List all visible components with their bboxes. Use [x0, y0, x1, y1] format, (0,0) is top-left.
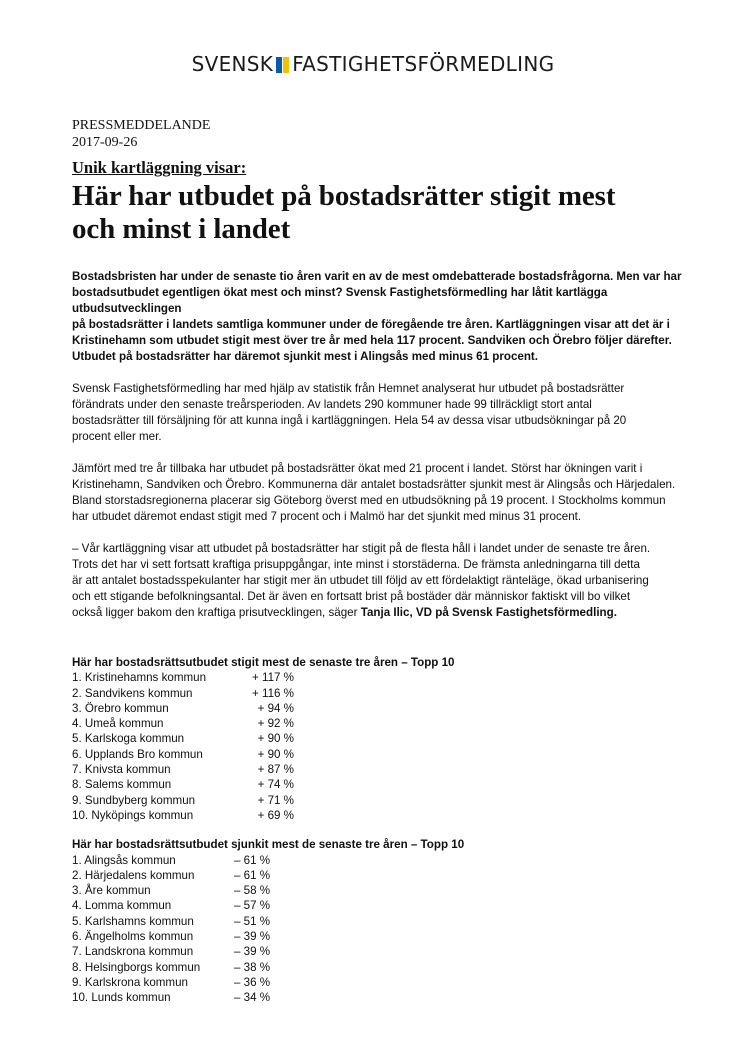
list-item — [72, 808, 692, 823]
change-value: – 34 % — [234, 991, 271, 1005]
kicker: Unik kartläggning visar: — [72, 158, 247, 177]
list-item — [72, 868, 692, 883]
logo-text-left: SVENSK — [191, 52, 274, 76]
change-value: + 90 % — [257, 732, 294, 746]
list-item — [72, 914, 692, 929]
change-value: – 61 % — [234, 853, 271, 867]
company-logo — [0, 52, 746, 76]
body-line: Trots det har vi sett fortsatt kraftiga prisuppgångar, inte minst i storstäderna. De främsta anledningarna till detta — [72, 558, 640, 571]
change-value: + 94 % — [257, 701, 294, 715]
municipality-name: 9. Sundbyberg kommun — [72, 793, 196, 807]
change-value: + 116 % — [251, 686, 294, 700]
change-value: + 92 % — [257, 717, 294, 731]
body-paragraph-1 — [72, 381, 692, 445]
municipality-name: 4. Umeå kommun — [72, 717, 164, 731]
municipality-name: 5. Karlshamns kommun — [72, 914, 194, 928]
change-value: – 51 % — [234, 914, 271, 928]
municipality-name: 2. Härjedalens kommun — [72, 868, 195, 882]
list-item — [72, 762, 692, 777]
lead-line: Kristinehamn som utbudet stigit mest över tre år med hela 117 procent. Sandviken och Örebro följer därefter. — [72, 334, 672, 347]
change-value: + 90 % — [257, 747, 294, 761]
list-item — [72, 793, 692, 808]
change-value: – 58 % — [234, 884, 271, 898]
list-item — [72, 701, 692, 716]
municipality-name: 7. Knivsta kommun — [72, 763, 171, 777]
municipality-name: 1. Alingsås kommun — [72, 853, 176, 867]
change-value: – 57 % — [234, 899, 271, 913]
change-value: + 74 % — [257, 778, 294, 792]
municipality-name: 5. Karlskoga kommun — [72, 732, 185, 746]
body-line: är att antalet bostadsspekulanter har stigit mer än utbudet till följd av ett fördelaktigt ränteläge, ökad urbanisering — [72, 574, 649, 587]
change-value: + 71 % — [257, 793, 294, 807]
list-item — [72, 929, 692, 944]
municipality-name: 3. Åre kommun — [72, 884, 151, 898]
change-value: – 38 % — [234, 960, 271, 974]
swedish-flag-icon — [276, 57, 289, 73]
list-item — [72, 990, 692, 1005]
body-paragraph-3-quote — [72, 541, 692, 621]
list-item — [72, 747, 692, 762]
body-paragraph-2 — [72, 461, 692, 525]
release-date: 2017-09-26 — [72, 135, 138, 150]
top-list-title: Här har bostadsrättsutbudet stigit mest de senaste tre åren – Topp 10 — [72, 656, 455, 669]
list-item — [72, 944, 692, 959]
municipality-name: 6. Ängelholms kommun — [72, 930, 194, 944]
municipality-name: 6. Upplands Bro kommun — [72, 747, 203, 761]
list-item — [72, 716, 692, 731]
body-line: har utbudet däremot endast stigit med 7 procent och i Malmö har det sjunkit med minus 31 procent. — [72, 510, 582, 523]
change-value: – 61 % — [234, 868, 271, 882]
list-item — [72, 883, 692, 898]
municipality-name: 9. Karlskrona kommun — [72, 975, 188, 989]
change-value: + 117 % — [251, 671, 294, 685]
change-value: + 87 % — [257, 763, 294, 777]
body-line: Svensk Fastighetsförmedling har med hjälp av statistik från Hemnet analyserat hur utbudet på bostadsrätter — [72, 382, 625, 395]
lead-line: bostadsutbudet egentligen ökat mest och minst? Svensk Fastighetsförmedling har låtit kartlägga utbudsutvecklingen — [72, 286, 608, 315]
body-line: Jämfört med tre år tillbaka har utbudet på bostadsrätter ökat med 21 procent i landet. Störst har ökningen varit i — [72, 462, 643, 475]
quote-speaker: Tanja Ilic, VD på Svensk Fastighetsförmedling. — [360, 606, 617, 619]
quote-last-line: också ligger bakom den kraftiga prisutvecklingen, säger — [72, 606, 361, 619]
lead-line: Utbudet på bostadsrätter har däremot sjunkit mest i Alingsås med minus 61 procent. — [72, 350, 538, 363]
list-item — [72, 975, 692, 990]
release-type: PRESSMEDDELANDE — [72, 118, 211, 133]
bottom-list-title: Här har bostadsrättsutbudet sjunkit mest de senaste tre åren – Topp 10 — [72, 838, 465, 852]
municipality-name: 2. Sandvikens kommun — [72, 686, 193, 700]
list-item — [72, 731, 692, 746]
body-line — [72, 605, 692, 621]
lead-line: på bostadsrätter i landets samtliga kommuner under de föregående tre åren. Kartläggningen visar att det är i — [72, 318, 670, 331]
top-list — [72, 655, 692, 823]
municipality-name: 3. Örebro kommun — [72, 701, 169, 715]
list-item — [72, 853, 692, 868]
change-value: – 39 % — [234, 930, 271, 944]
body-line: bostadsrätter till försäljning för att kunna ingå i kartläggningen. Hela 54 av dessa visar utbudsökningar på 20 — [72, 414, 627, 427]
lead-line: Bostadsbristen har under de senaste tio åren varit en av de mest omdebatterade bostadsfrågorna. Men var har — [72, 270, 682, 283]
press-release-body — [72, 117, 692, 1006]
municipality-name: 8. Helsingborgs kommun — [72, 960, 201, 974]
logo-text-right: FASTIGHETSFÖRMEDLING — [292, 52, 555, 76]
headline-line-2: och minst i landet — [72, 213, 291, 245]
municipality-name: 1. Kristinehamns kommun — [72, 671, 207, 685]
body-line: förändrats under den senaste treårsperioden. Av landets 290 kommuner hade 99 tillräckligt stort antal — [72, 398, 592, 411]
municipality-name: 8. Salems kommun — [72, 778, 172, 792]
list-item — [72, 670, 692, 685]
body-line: och ett stigande befolkningsantal. Det är även en fortsatt brist på bostäder där människor faktiskt vill bo vilket — [72, 590, 631, 603]
body-line: Kristinehamn, Sandviken och Örebro. Kommunerna där antalet bostadsrätter sjunkit mest är Alingsås och Härjedalen. — [72, 478, 676, 491]
list-item — [72, 960, 692, 975]
municipality-name: 10. Nyköpings kommun — [72, 808, 194, 822]
body-line: – Vår kartläggning visar att utbudet på bostadsrätter har stigit på de flesta håll i landet under de senaste tre åren. — [72, 542, 651, 555]
municipality-name: 10. Lunds kommun — [72, 991, 171, 1005]
change-value: + 69 % — [257, 808, 294, 822]
body-line: Bland storstadsregionerna placerar sig Göteborg överst med en utbudsökning på 19 procent. I Stockholms kommun — [72, 494, 666, 507]
bottom-list — [72, 837, 692, 1005]
body-line: procent eller mer. — [72, 430, 162, 443]
lead-paragraph — [72, 269, 692, 365]
municipality-name: 7. Landskrona kommun — [72, 945, 194, 959]
list-item — [72, 898, 692, 913]
headline-line-1: Här har utbudet på bostadsrätter stigit mest — [72, 180, 616, 212]
municipality-name: 4. Lomma kommun — [72, 899, 172, 913]
change-value: – 39 % — [234, 945, 271, 959]
list-item — [72, 686, 692, 701]
page-title — [72, 180, 692, 246]
change-value: – 36 % — [234, 975, 271, 989]
list-item — [72, 777, 692, 792]
